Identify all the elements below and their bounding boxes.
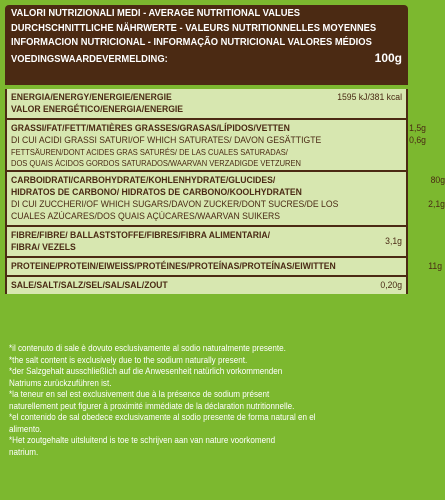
saturates-label-3: DOS QUAIS ÁCIDOS GORDOS SATURADOS/WAARVAN VERZADIGDE VETZUREN [11,157,301,168]
nutrition-table [5,89,445,294]
fat-label: GRASSI/FAT/FETT/MATIÈRES GRASSES/GRASAS/LÍPIDOS/VETTEN [11,123,290,134]
row-salt [7,275,406,294]
header-line-1: VALORI NUTRIZIONALI MEDI - AVERAGE NUTRITIONAL VALUES [11,8,300,19]
energy-label-2: VALOR ENERGÉTICO/ENERGIA/ENERGIE [11,104,184,115]
saturates-label-2: FETTSÄUREN/DONT ACIDES GRAS SATURÉS/ DE LAS CUALES SATURADAS/ [11,147,288,157]
carbohydrate-value: 80g [430,175,445,186]
saturates-value: 0,6g [408,135,426,146]
carbohydrate-label: CARBOIDRATI/CARBOHYDRATE/KOHLENHYDRATE/GLUCIDES/ [11,175,276,186]
footnote-line: Natriums zurückzuführen ist. [9,377,112,388]
fibre-value: 3,1g [385,236,402,247]
energy-value: 1595 kJ/381 kcal [337,92,402,103]
footnote-line: *il contenuto di sale è dovuto esclusivamente al sodio naturalmente presente. [9,343,286,353]
row-carbohydrate [7,170,445,225]
carbohydrate-label-2: HIDRATOS DE CARBONO/ HIDRATOS DE CARBONO/KOOLHYDRATEN [11,187,302,198]
footnote-line: *Het zoutgehalte uitsluitend is toe te schrijven aan van nature voorkomend [9,435,276,445]
header-line-3: INFORMACION NUTRICIONAL - INFORMAÇÃO NUTRICIONAL VALORES MÉDIOS [11,37,372,49]
salt-value: 0,20g [380,280,402,291]
row-protein [7,256,442,275]
footnote-line: *der Salzgehalt ausschließlich auf die Anwesenheit natürlich vorkommenden [9,366,283,376]
sugars-value: 2,1g [427,199,445,210]
protein-value: 11g [428,261,442,272]
header-last-row [11,51,402,68]
header-line-4: VOEDINGSWAARDEVERMELDING: [11,53,168,65]
per-amount: 100g [374,50,402,65]
saturates-label: DI CUI ACIDI GRASSI SATURI/OF WHICH SATURATES/ DAVON GESÄTTIGTE [11,135,322,146]
energy-label: ENERGIA/ENERGY/ENERGIE/ENERGIE [11,92,172,103]
footnote-line: alimento. [9,423,42,434]
footnotes [9,343,404,458]
footnote-line: natrium. [9,446,39,457]
fibre-label-2: FIBRA/ VEZELS [11,242,76,253]
protein-label: PROTEINE/PROTEIN/EIWEISS/PROTÉINES/PROTEÍNAS/PROTEÍNAS/EIWITTEN [11,261,336,272]
row-energy [7,89,406,118]
sugars-label: DI CUI ZUCCHERI/OF WHICH SUGARS/DAVON ZUCKER/DONT SUCRES/DE LOS [11,199,339,210]
header-line-2: DURCHSCHNITTLICHE NÄHRWERTE - VALEURS NUTRITIONNELLES MOYENNES [11,22,377,34]
salt-label: SALE/SALT/SALZ/SEL/SAL/SAL/ZOUT [11,280,168,291]
footnote-line: *el contenido de sal obedece exclusivamente al sodio presente de forma natural en el [9,412,316,422]
footnote-line: *the salt content is exclusively due to the sodium naturally present. [9,354,248,365]
row-fibre [7,225,406,256]
sugars-label-2: CUALES AZÚCARES/DOS QUAIS AÇÚCARES/WAARVAN SUIKERS [11,211,281,222]
footnote-line: naturellement peut figurer à proximité immédiate de la déclaration nutritionnelle. [9,400,295,411]
fat-value: 1,5g [408,123,426,134]
footnote-line: *la teneur en sel est exclusivement due à la présence de sodium présent [9,389,270,399]
row-fat [7,118,426,170]
fibre-label: FIBRE/FIBRE/ BALLASTSTOFFE/FIBRES/FIBRA ALIMENTARIA/ [11,230,271,241]
nutrition-label [5,5,445,495]
nutrition-header [5,5,408,85]
